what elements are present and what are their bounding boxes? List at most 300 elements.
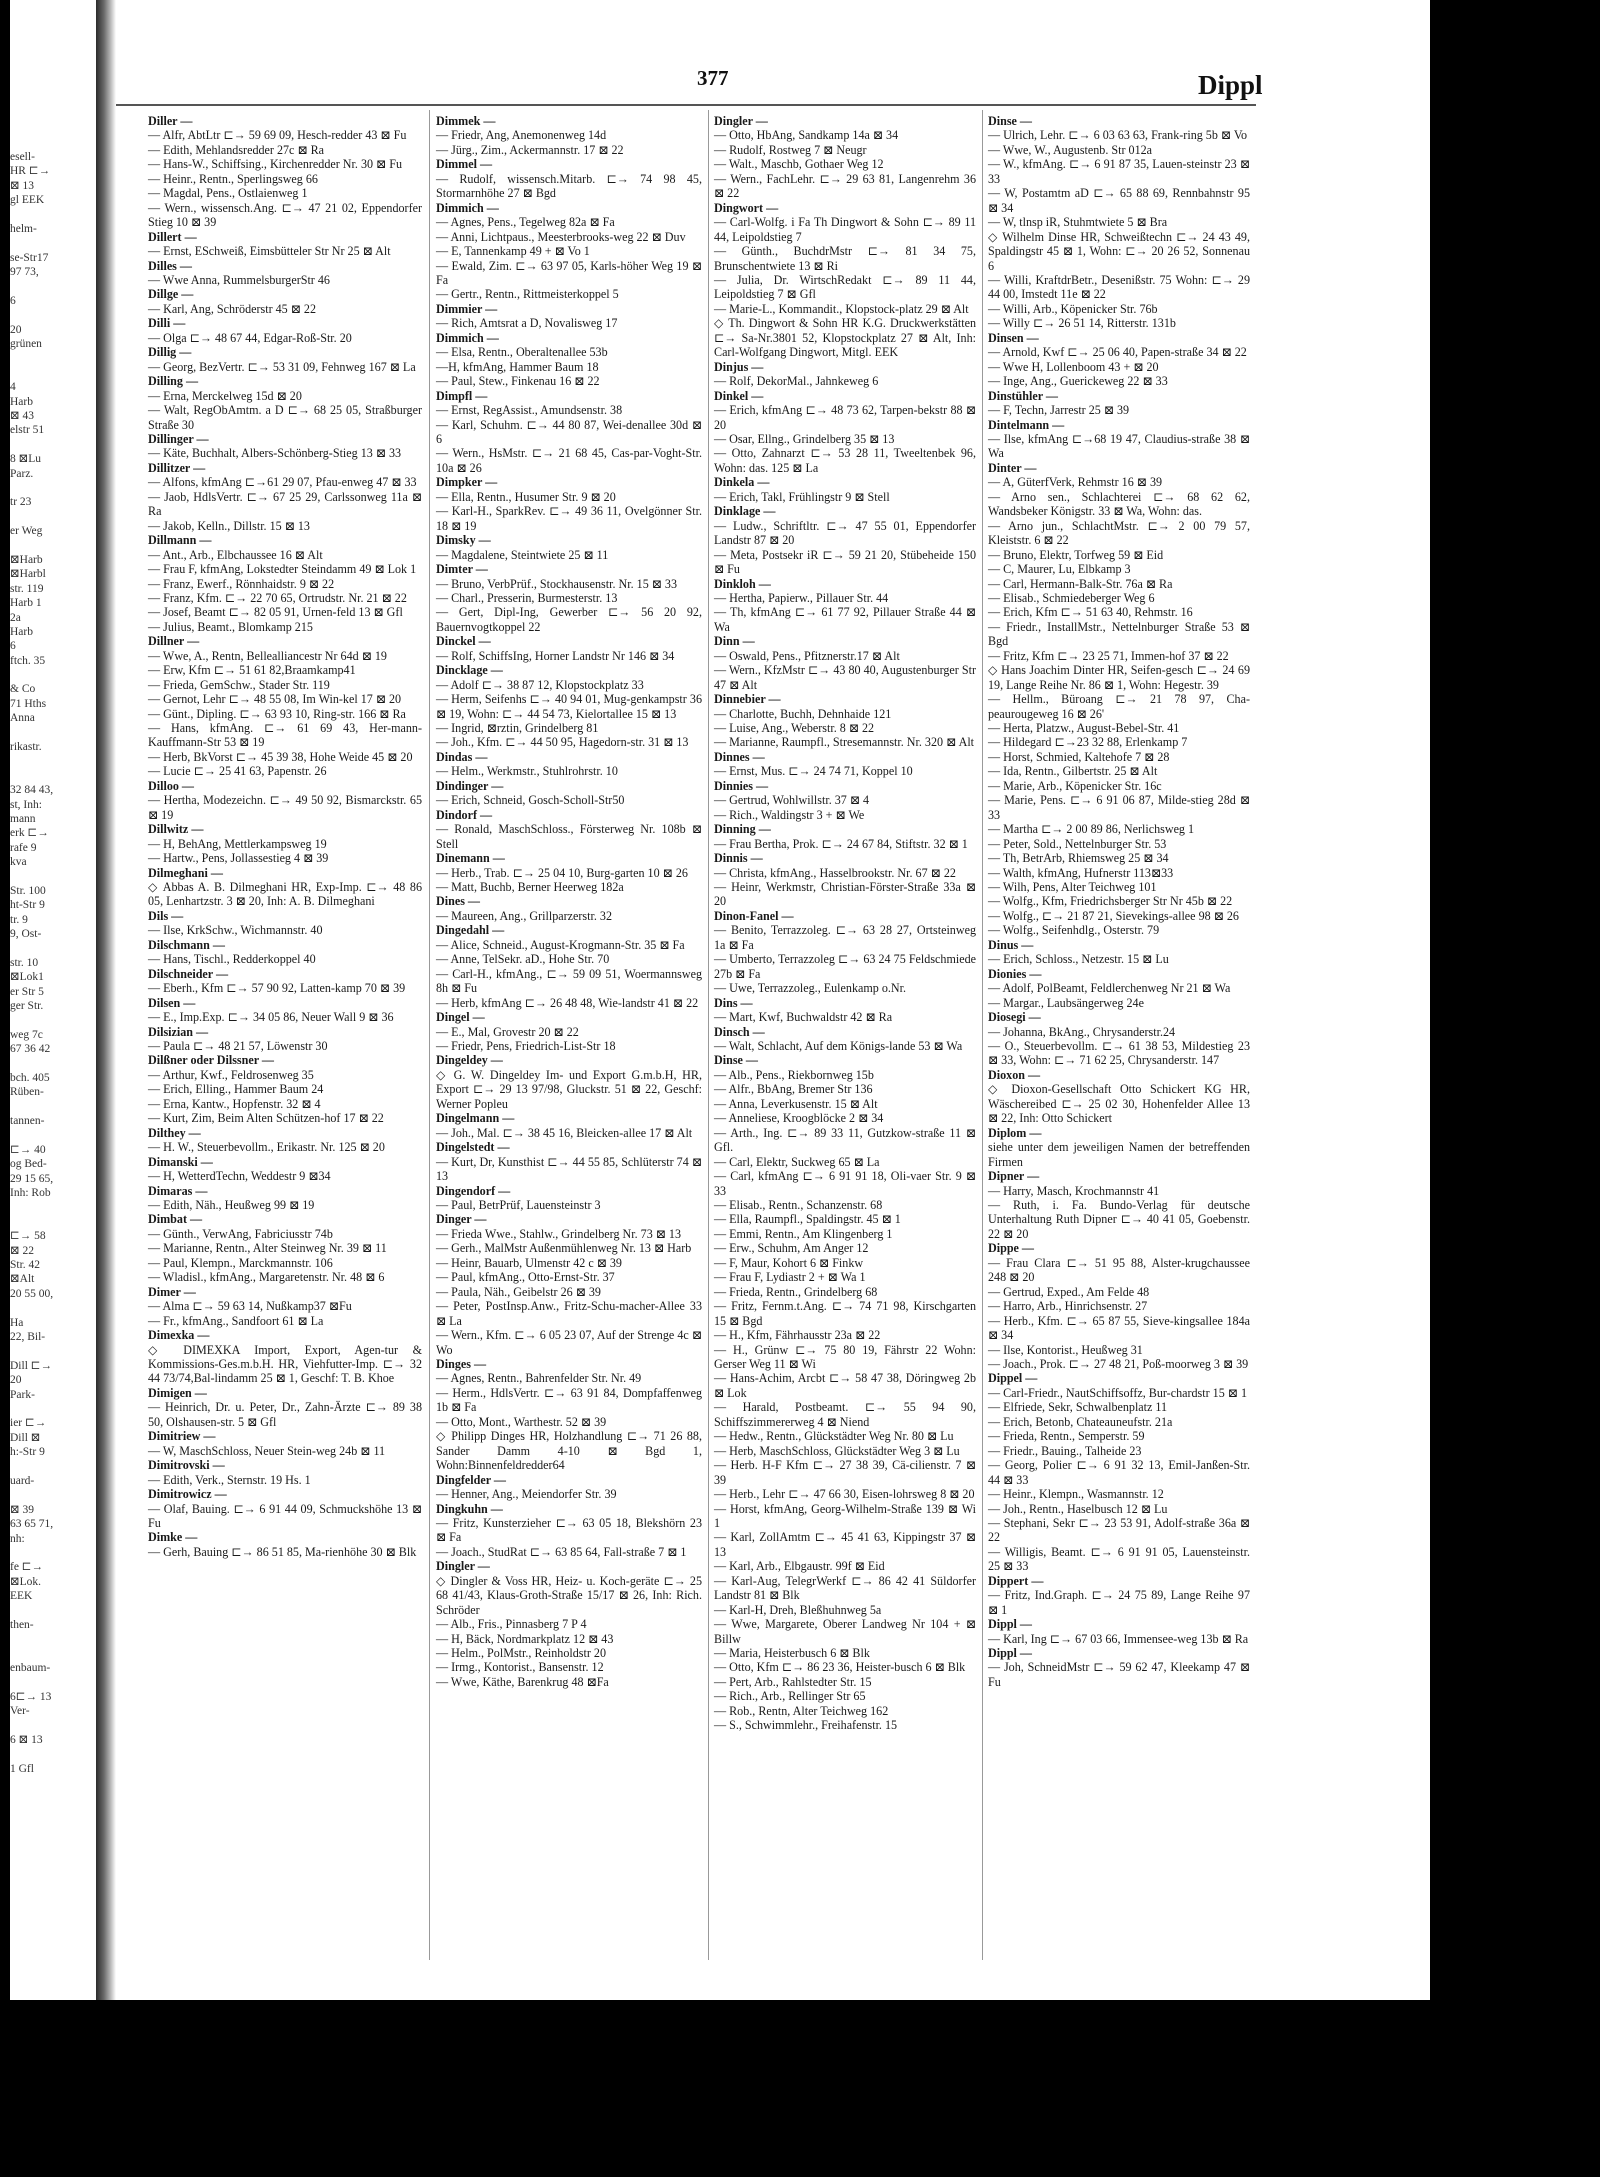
entry: — Ruth, i. Fa. Bundo-Verlag für deutsche Unterhaltung Ruth Dipner ⊏→ 40 41 05, Goebenstr. 22 ⊠ 20: [988, 1197, 1250, 1241]
surname-heading: Dinjus —: [714, 359, 764, 374]
fragment-line: Str. 100: [10, 884, 46, 897]
firm-entry: ◇ Dioxon-Gesellschaft Otto Schickert KG HR, Wäschereibed ⊏→ 25 02 30, Hohenfelder Allee 13 ⊠ 22, Inh: Otto Schickert: [988, 1082, 1250, 1126]
entry: — Gertrud, Exped., Am Felde 48: [988, 1284, 1150, 1299]
entry: — Margar., Laubsängerweg 24e: [988, 995, 1144, 1010]
surname-heading: Dimsky —: [436, 533, 491, 548]
fragment-line: Parz.: [10, 467, 34, 480]
surname-heading: Dilschneider —: [148, 966, 229, 981]
fragment-line: EEK: [10, 1590, 33, 1603]
surname-heading: Dines —: [436, 894, 481, 909]
entry: — Arth., Ing. ⊏→ 89 33 11, Gutzkow-straße 11 ⊠ Gfl.: [714, 1125, 976, 1155]
entry: — Alb., Pens., Riekbornweg 15b: [714, 1067, 874, 1082]
surname-heading: Dingel —: [436, 1010, 485, 1025]
entry: — Fritz, Ind.Graph. ⊏→ 24 75 89, Lange Reihe 97 ⊠ 1: [988, 1588, 1250, 1617]
fragment-line: enbaum-: [10, 1662, 51, 1675]
fragment-line: [10, 1719, 96, 1733]
entry: — Carl-Wolfg. i Fa Th Dingwort & Sohn ⊏→ 89 11 44, Leipoldstieg 7: [714, 215, 976, 244]
entry: — Walt, RegObAmtm. a D ⊏→ 68 25 05, Straßburger Straße 30: [148, 403, 422, 432]
entry: — Marianne, Raumpfl., Stresemannstr. Nr. 320 ⊠ Alt: [714, 735, 975, 750]
fragment-line: [10, 941, 96, 955]
entry: — Friedr., InstallMstr., Nettelnburger Straße 53 ⊠ Bgd: [988, 619, 1250, 649]
surname-heading: Dingelmann —: [436, 1111, 515, 1126]
fragment-line: esell-: [10, 151, 35, 163]
fragment-line: [10, 351, 96, 365]
entry: — W, tlnsp iR, Stuhmtwiete 5 ⊠ Bra: [988, 215, 1168, 230]
entry: — Agnes, Pens., Tegelweg 82a ⊠ Fa: [436, 215, 615, 230]
fragment-line: ⊠Harbl: [10, 568, 46, 581]
fragment-line: ht-Str 9: [10, 899, 45, 912]
entry: — Agnes, Rentn., Bahrenfelder Str. Nr. 49: [436, 1371, 642, 1386]
entry: — Peter, Sold., Nettelnburger Str. 53: [988, 836, 1167, 851]
entry: — Herta, Platzw., August-Bebel-Str. 41: [988, 721, 1180, 736]
entry: — Magdal, Pens., Ostlaienweg 1: [148, 186, 308, 201]
firm-entry: ◇ Dingler & Voss HR, Heiz- u. Koch-geräte ⊏→ 25 68 41/43, Klaus-Groth-Straße 15/17 ⊠ 26, Inh: Rich. Schröder: [436, 1573, 702, 1617]
fragment-line: mann: [10, 812, 36, 825]
surname-heading: Dinklage —: [714, 504, 776, 519]
fragment-line: rafe 9: [10, 841, 37, 854]
surname-heading: Dinges —: [436, 1356, 487, 1371]
surname-heading: Dippl —: [988, 1617, 1033, 1632]
entry: — Hildegard ⊏→23 32 88, Erlenkamp 7: [988, 735, 1188, 750]
fragment-line: erk ⊏→: [10, 827, 49, 840]
entry: — Erich, Takl, Frühlingstr 9 ⊠ Stell: [714, 489, 890, 504]
entry: — Otto, Mont., Warthestr. 52 ⊠ 39: [436, 1414, 607, 1429]
fragment-line: 20: [10, 323, 22, 336]
fragment-line: 29 15 65,: [10, 1172, 54, 1185]
surname-heading: Dinter —: [988, 460, 1037, 475]
entry: — A, GüterfVerk, Rehmstr 16 ⊠ 39: [988, 475, 1163, 490]
directory-column-3: [714, 114, 976, 1733]
surname-heading: Dinger —: [436, 1212, 487, 1227]
entry: — Erich, kfmAng ⊏→ 48 73 62, Tarpen-bekstr 88 ⊠ 20: [714, 403, 976, 432]
entry: — Herb, MaschSchloss, Glückstädter Weg 3 ⊠ Lu: [714, 1443, 960, 1458]
entry: — Lucie ⊏→ 25 41 63, Papenstr. 26: [148, 764, 327, 779]
surname-heading: Dinn —: [714, 634, 755, 649]
fragment-line: [10, 1215, 96, 1229]
fragment-line: [10, 366, 96, 380]
surname-heading: Dins —: [714, 995, 753, 1010]
scan-bottom-border: [0, 2000, 1600, 2177]
entry: — Maureen, Ang., Grillparzerstr. 32: [436, 908, 612, 923]
fragment-line: gl EEK: [10, 194, 45, 207]
surname-heading: Dimitrovski —: [148, 1458, 225, 1473]
surname-heading: Dingler —: [714, 114, 768, 128]
entry: — Jakob, Kelln., Dillstr. 15 ⊠ 13: [148, 518, 310, 533]
page-number: 377: [697, 66, 729, 90]
column-divider: [708, 110, 709, 1960]
fragment-line: ⊠ 39: [10, 1503, 35, 1516]
entry: — Elisab., Rentn., Schanzenstr. 68: [714, 1197, 883, 1212]
entry: — Anne, TelSekr. aD., Hohe Str. 70: [436, 952, 610, 967]
entry: — Wern., FachLehr. ⊏→ 29 63 81, Langenrehm 36 ⊠ 22: [714, 171, 976, 201]
entry: — Edith, Näh., Heußweg 99 ⊠ 19: [148, 1197, 315, 1212]
fragment-line: ⊠ 43: [10, 410, 35, 423]
surname-heading: Dilloo —: [148, 778, 195, 793]
directory-column-4: [988, 114, 1250, 1689]
entry: — Willigis, Beamt. ⊏→ 6 91 91 05, Lauensteinstr. 25 ⊠ 33: [988, 1544, 1250, 1574]
surname-heading: Dillner —: [148, 634, 200, 649]
fragment-line: [10, 208, 96, 222]
fragment-line: 6 ⊠ 13: [10, 1733, 43, 1746]
entry: — Fritz, Kfm ⊏→ 23 25 71, Immen-hof 37 ⊠ 22: [988, 648, 1229, 663]
entry: — S., Schwimmlehr., Freihafenstr. 15: [714, 1718, 898, 1733]
entry: — Ludw., Schriftltr. ⊏→ 47 55 01, Eppendorfer Landstr 87 ⊠ 20: [714, 518, 976, 548]
surname-heading: Dippert —: [988, 1573, 1044, 1588]
surname-heading: Dingelstedt —: [436, 1140, 510, 1155]
fragment-line: [10, 280, 96, 294]
entry: — Herm, Seifenhs ⊏→ 40 94 01, Mug-genkampstr 36 ⊠ 19, Wohn: ⊏→ 44 54 73, Kielortallee 15 ⊠ 13: [436, 692, 702, 721]
entry: — Wwe H, Lollenboom 43 + ⊠ 20: [988, 359, 1159, 374]
entry: — Jaob, HdlsVertr. ⊏→ 67 25 29, Carlssonweg 11a ⊠ Ra: [148, 489, 422, 519]
entry: — Frieda Wwe., Stahlw., Grindelberg Nr. 73 ⊠ 13: [436, 1226, 682, 1241]
entry: — Paula, Näh., Geibelstr 26 ⊠ 39: [436, 1284, 601, 1299]
fragment-line: Harb: [10, 625, 33, 638]
entry: — Wern., Kfm. ⊏→ 6 05 23 07, Auf der Strenge 4c ⊠ Wo: [436, 1328, 702, 1357]
fragment-line: Str. 42: [10, 1259, 41, 1272]
entry: — Th, BetrArb, Rhiemsweg 25 ⊠ 34: [988, 851, 1169, 866]
entry: — Erna, Kantw., Hopfenstr. 32 ⊠ 4: [148, 1096, 321, 1111]
fragment-line: [10, 1632, 96, 1646]
entry: — E, Tannenkamp 49 + ⊠ Vo 1: [436, 244, 590, 259]
entry: siehe unter dem jeweiligen Namen der betreffenden Firmen: [988, 1140, 1250, 1169]
surname-heading: Dinnebier —: [714, 692, 781, 707]
entry: — Oswald, Pens., Pfitznerstr.17 ⊠ Alt: [714, 648, 900, 663]
entry: — Karl, Arb., Elbgaustr. 99f ⊠ Eid: [714, 1559, 885, 1574]
entry: — Ewald, Zim. ⊏→ 63 97 05, Karls-höher Weg 19 ⊠ Fa: [436, 258, 702, 287]
scan-right-border: [1430, 0, 1600, 2000]
surname-heading: Dimter —: [436, 562, 488, 577]
entry: — Ilse, KrkSchw., Wichmannstr. 40: [148, 923, 323, 938]
entry: — W., kfmAng. ⊏→ 6 91 87 35, Lauen-steinstr 23 ⊠ 33: [988, 157, 1250, 186]
fragment-line: [10, 1488, 96, 1502]
surname-heading: Diplom —: [988, 1125, 1042, 1140]
entry: — Heinr., Rentn., Sperlingsweg 66: [148, 171, 318, 186]
entry: — Friedr, Pens, Friedrich-List-Str 18: [436, 1039, 616, 1053]
entry: — Günth., VerwAng, Fabriciusstr 74b: [148, 1226, 333, 1241]
entry: — Wwe, A., Rentn, Bellealliancestr Nr 64d ⊠ 19: [148, 648, 387, 663]
surname-heading: Dimexka —: [148, 1328, 210, 1343]
surname-heading: Dingwort —: [714, 200, 779, 215]
surname-heading: Dillmann —: [148, 533, 212, 548]
entry: — Charl., Presserin, Burmesterstr. 13: [436, 590, 618, 605]
fragment-line: str. 119: [10, 582, 44, 595]
surname-heading: Dillinger —: [148, 431, 209, 446]
entry: — Rob., Rentn, Alter Teichweg 162: [714, 1703, 889, 1718]
surname-heading: Dimpfl —: [436, 388, 488, 403]
fragment-line: ⊠Alt: [10, 1273, 35, 1286]
entry: — Peter, PostInsp.Anw., Fritz-Schu-macher-Allee 33 ⊠ La: [436, 1299, 702, 1328]
entry: — Fr., kfmAng., Sandfoort 61 ⊠ La: [148, 1313, 324, 1328]
surname-heading: Dinnes —: [714, 749, 765, 764]
entry: — Magdalene, Steintwiete 25 ⊠ 11: [436, 547, 609, 562]
entry: — Elsa, Rentn., Oberaltenallee 53b: [436, 345, 608, 360]
entry: — Alfons, kfmAng ⊏→61 29 07, Pfau-enweg 47 ⊠ 33: [148, 475, 417, 490]
fragment-line: ⊠Harb: [10, 553, 43, 566]
directory-column-1: [148, 114, 422, 1559]
entry: — H, Bäck, Nordmarkplatz 12 ⊠ 43: [436, 1631, 614, 1646]
entry: — Harald, Postbeamt. ⊏→ 55 94 90, Schiffszimmererweg 4 ⊠ Niend: [714, 1400, 976, 1429]
entry: — Joach., Prok. ⊏→ 27 48 21, Poß-moorweg 3 ⊠ 39: [988, 1356, 1249, 1371]
surname-heading: Dinstühler —: [988, 388, 1058, 403]
fragment-line: uard-: [10, 1474, 35, 1487]
entry: — Gerh., MalMstr Außenmühlenweg Nr. 13 ⊠ Harb: [436, 1241, 692, 1256]
surname-heading: Dingedahl —: [436, 923, 505, 938]
scan-left-edge: [0, 0, 10, 2000]
surname-heading: Dilsen —: [148, 995, 196, 1010]
fragment-line: [10, 1201, 96, 1215]
firm-entry: ◇ DIMEXKA Import, Export, Agen-tur & Kommissions-Ges.m.b.H. HR, Viehfutter-Imp. ⊏→ 32 44 73/74,Bal-lindamm 25 ⊠ 1, Geschf: T. B. Khoe: [148, 1342, 422, 1386]
firm-entry: ◇ G. W. Dingeldey Im- und Export G.m.b.H, HR, Export ⊏→ 29 13 97/98, Gluckstr. 51 ⊠ 22, Geschf: Werner Popleu: [436, 1067, 702, 1111]
fragment-line: ier ⊏→: [10, 1417, 47, 1430]
entry: — Elisab., Schmiedeberger Weg 6: [988, 590, 1155, 605]
surname-heading: Dingfelder —: [436, 1472, 506, 1487]
firm-entry: ◇ Wilhelm Dinse HR, Schweißtechn ⊏→ 24 43 49, Spaldingstr 45 ⊠ 1, Wohn: ⊏→ 20 26 52, Sonnenau 6: [988, 229, 1250, 273]
surname-heading: Dingkuhn —: [436, 1501, 503, 1516]
fragment-line: ⊠Lok1: [10, 971, 44, 984]
entry: — Anneliese, Kroogblöcke 2 ⊠ 34: [714, 1111, 884, 1126]
entry: — Rich., Arb., Rellinger Str 65: [714, 1689, 866, 1704]
entry: — Georg, BezVertr. ⊏→ 53 31 09, Fehnweg 167 ⊠ La: [148, 359, 416, 374]
entry: — Franz, Kfm. ⊏→ 22 70 65, Ortrudstr. Nr. 21 ⊠ 22: [148, 590, 407, 605]
entry: — Hellm., Büroang ⊏→ 21 78 97, Cha-peaurougeweg 16 ⊠ 26': [988, 692, 1250, 721]
entry: — Frau F, kfmAng, Lokstedter Steindamm 49 ⊠ Lok 1: [148, 562, 417, 577]
entry: — Christa, kfmAng., Hasselbrookstr. Nr. 67 ⊠ 22: [714, 865, 956, 880]
entry: — E., Imp.Exp. ⊏→ 34 05 86, Neuer Wall 9 ⊠ 36: [148, 1010, 394, 1025]
fragment-line: [10, 1100, 96, 1114]
entry: — Martha ⊏→ 2 00 89 86, Nerlichsweg 1: [988, 822, 1195, 837]
fragment-line: [10, 539, 96, 553]
fragment-line: [10, 726, 96, 740]
entry: — Wern., KfzMstr ⊏→ 43 80 40, Augustenburger Str 47 ⊠ Alt: [714, 663, 976, 692]
entry: — Karl-H., SparkRev. ⊏→ 49 36 11, Ovelgönner Str. 18 ⊠ 19: [436, 504, 702, 533]
entry: — H, BehAng, Mettlerkampsweg 19: [148, 836, 327, 851]
surname-heading: Dimpker —: [436, 475, 498, 490]
surname-heading: Dimitrowicz —: [148, 1487, 227, 1502]
entry: — Joh, SchneidMstr ⊏→ 59 62 47, Kleekamp 47 ⊠ Fu: [988, 1660, 1250, 1689]
entry: — Adolf ⊏→ 38 87 12, Klopstockplatz 33: [436, 677, 644, 692]
entry: — Paul, kfmAng., Otto-Ernst-Str. 37: [436, 1270, 615, 1285]
surname-heading: Dimke —: [148, 1530, 198, 1545]
surname-heading: Dinkel —: [714, 388, 764, 403]
entry: — Ulrich, Lehr. ⊏→ 6 03 63 63, Frank-ring 5b ⊠ Vo: [988, 128, 1248, 143]
surname-heading: Dinckel —: [436, 634, 491, 649]
entry: — Gert, Dipl-Ing, Gewerber ⊏→ 56 20 92, Bauernvogtkoppel 22: [436, 605, 702, 634]
entry: — Anna, Leverkusenstr. 15 ⊠ Alt: [714, 1096, 878, 1111]
entry: — Willi, KraftdrBetr., Desenißstr. 75 Wohn: ⊏→ 29 44 00, Imstedt 11e ⊠ 22: [988, 272, 1250, 302]
fragment-line: rikastr.: [10, 741, 42, 754]
entry: — Marie-L., Kommandit., Klopstock-platz 29 ⊠ Alt: [714, 301, 969, 316]
entry: — Herm., HdlsVertr. ⊏→ 63 91 84, Dompfaffenweg 1b ⊠ Fa: [436, 1385, 702, 1415]
entry: — Joh., Mal. ⊏→ 38 45 16, Bleicken-allee 17 ⊠ Alt: [436, 1125, 693, 1140]
entry: — Joach., StudRat ⊏→ 63 85 64, Fall-straße 7 ⊠ 1: [436, 1544, 687, 1559]
fragment-line: 22, Bil-: [10, 1331, 46, 1344]
surname-heading: Dilmeghani —: [148, 865, 223, 880]
surname-heading: Dilli —: [148, 316, 186, 331]
entry: — Olaf, Bauing. ⊏→ 6 91 44 09, Schmuckshöhe 13 ⊠ Fu: [148, 1501, 422, 1530]
entry: — Herb., Lehr ⊏→ 47 66 30, Eisen-lohrsweg 8 ⊠ 20: [714, 1487, 975, 1502]
entry: — Marianne, Rentn., Alter Steinweg Nr. 39 ⊠ 11: [148, 1241, 387, 1256]
entry: — Adolf, PolBeamt, Feldlerchenweg Nr 21 ⊠ Wa: [988, 981, 1231, 996]
surname-heading: Dinnis —: [714, 851, 763, 866]
entry: — Arno sen., Schlachterei ⊏→ 68 62 62, Wandsbeker Königstr. 33 ⊠ Wa, Wohn: das.: [988, 489, 1250, 519]
entry: — Otto, HbAng, Sandkamp 14a ⊠ 34: [714, 128, 899, 143]
column-divider: [429, 110, 430, 1960]
fragment-line: st, Inh:: [10, 798, 42, 811]
entry: — Otto, Kfm ⊏→ 86 23 36, Heister-busch 6 ⊠ Blk: [714, 1660, 966, 1675]
fragment-line: 6: [10, 294, 16, 307]
entry: — Osar, Ellng., Grindelberg 35 ⊠ 13: [714, 431, 895, 446]
fragment-line: [10, 1057, 96, 1071]
entry: — Ernst, Mus. ⊏→ 24 74 71, Koppel 10: [714, 764, 913, 779]
surname-heading: Dimitriew —: [148, 1429, 216, 1444]
entry: — Arno jun., SchlachtMstr. ⊏→ 2 00 79 57, Kleiststr. 6 ⊠ 22: [988, 518, 1250, 548]
entry: —H, kfmAng, Hammer Baum 18: [436, 359, 599, 374]
directory-column-2: [436, 114, 702, 1689]
entry: — Wwe, Margarete, Oberer Landweg Nr 104 + ⊠ Billw: [714, 1617, 976, 1646]
surname-heading: Dinsch —: [714, 1024, 765, 1039]
entry: — Alma ⊏→ 59 63 14, Nußkamp37 ⊠Fu: [148, 1299, 352, 1314]
entry: — Frau Bertha, Prok. ⊏→ 24 67 84, Stiftstr. 32 ⊠ 1: [714, 836, 968, 851]
surname-heading: Dinsen —: [988, 330, 1039, 345]
entry: — Pert, Arb., Rahlstedter Str. 15: [714, 1674, 872, 1689]
fragment-line: elstr 51: [10, 424, 45, 437]
entry: — W, MaschSchloss, Neuer Stein-weg 24b ⊠ 11: [148, 1443, 386, 1458]
fragment-line: Dill ⊠: [10, 1431, 41, 1444]
entry: — Wwe, W., Augustenb. Str 012a: [988, 142, 1153, 157]
entry: — Erich, Schneid, Gosch-Scholl-Str50: [436, 793, 625, 808]
entry: — Mart, Kwf, Buchwaldstr 42 ⊠ Ra: [714, 1010, 893, 1025]
entry: — Carl, Elektr, Suckweg 65 ⊠ La: [714, 1154, 880, 1169]
book-gutter: [96, 0, 116, 2000]
surname-heading: Dinse —: [714, 1053, 759, 1068]
surname-heading: Dimmich —: [436, 200, 499, 215]
entry: — Olga ⊏→ 48 67 44, Edgar-Roß-Str. 20: [148, 330, 352, 345]
entry: — Alfr., BbAng, Bremer Str 136: [714, 1082, 873, 1097]
entry: — Hedw., Rentn., Glückstädter Weg Nr. 80 ⊠ Lu: [714, 1429, 954, 1444]
fragment-line: [10, 769, 96, 783]
fragment-line: str. 10: [10, 956, 39, 969]
entry: — Hans-Achim, Arcbt ⊏→ 58 47 38, Döringweg 2b ⊠ Lok: [714, 1371, 976, 1400]
entry: — Ant., Arb., Elbchaussee 16 ⊠ Alt: [148, 547, 323, 562]
entry: — Erich, Elling., Hammer Baum 24: [148, 1082, 324, 1097]
entry: — Rudolf, wissensch.Mitarb. ⊏→ 74 98 45, Stormarnhöhe 27 ⊠ Bgd: [436, 171, 702, 201]
fragment-line: 63 65 71,: [10, 1518, 54, 1531]
surname-heading: Dincklage —: [436, 663, 503, 678]
fragment-line: h:-Str 9: [10, 1446, 45, 1459]
surname-heading: Dilthey —: [148, 1125, 201, 1140]
surname-heading: Dinkela —: [714, 475, 770, 490]
surname-heading: Diller —: [148, 114, 193, 128]
entry: — Kurt, Dr, Kunsthist ⊏→ 44 55 85, Schlüterstr 74 ⊠ 13: [436, 1154, 702, 1184]
surname-heading: Dingendorf —: [436, 1183, 511, 1198]
fragment-line: og Bed-: [10, 1158, 47, 1171]
entry: — Ernst, RegAssist., Amundsenstr. 38: [436, 403, 623, 418]
fragment-line: bch. 405: [10, 1072, 50, 1084]
surname-heading: Dillitzer —: [148, 460, 206, 475]
entry: — Stephani, Sekr ⊏→ 23 53 91, Adolf-straße 36a ⊠ 22: [988, 1515, 1250, 1545]
entry: — Harry, Masch, Krochmannstr 41: [988, 1183, 1160, 1198]
entry: — Ingrid, ⊠rztin, Grindelberg 81: [436, 721, 599, 736]
fragment-line: grünen: [10, 338, 42, 351]
fragment-line: [10, 1129, 96, 1143]
surname-heading: Dingler —: [436, 1559, 490, 1574]
surname-heading: Dimmich —: [436, 330, 499, 345]
entry: — E., Mal, Grovestr 20 ⊠ 22: [436, 1024, 579, 1039]
entry: — Rolf, DekorMal., Jahnkeweg 6: [714, 374, 879, 389]
entry: — Erw, Kfm ⊏→ 51 61 82,Braamkamp41: [148, 663, 356, 678]
fragment-line: ger Str.: [10, 1000, 44, 1013]
fragment-line: [10, 1747, 96, 1761]
fragment-line: [10, 1013, 96, 1027]
fragment-line: 6: [10, 640, 16, 653]
entry: — Rich, Amtsrat a D, Novalisweg 17: [436, 316, 618, 331]
entry: — Jürg., Zim., Ackermannstr. 17 ⊠ 22: [436, 142, 624, 157]
entry: — Herb. H-F Kfm ⊏→ 27 38 39, Cä-cilienstr. 7 ⊠ 39: [714, 1458, 976, 1487]
entry: — Herb., Trab. ⊏→ 25 04 10, Burg-garten 10 ⊠ 26: [436, 865, 688, 880]
fragment-line: ftch. 35: [10, 654, 46, 667]
entry: — Franz, Ewerf., Rönnhaidstr. 9 ⊠ 22: [148, 576, 335, 591]
entry: — Willy ⊏→ 26 51 14, Ritterstr. 131b: [988, 316, 1176, 331]
entry: — Wwe, Käthe, Barenkrug 48 ⊠Fa: [436, 1674, 609, 1689]
fragment-line: [10, 1460, 96, 1474]
entry: — Heinr, Werkmstr, Christian-Förster-Straße 33a ⊠ 20: [714, 880, 976, 909]
entry: — Paul, Klempn., Marckmannstr. 106: [148, 1255, 333, 1270]
fragment-line: 1 Gfl: [10, 1762, 34, 1775]
entry: — Helm., PolMstr., Reinholdstr 20: [436, 1646, 606, 1661]
entry: — Hans-W., Schiffsing., Kirchenredder Nr. 30 ⊠ Fu: [148, 157, 402, 172]
entry: — Fritz, Fernm.t.Ang. ⊏→ 74 71 98, Kirschgarten 15 ⊠ Bgd: [714, 1299, 976, 1328]
fragment-line: [10, 1603, 96, 1617]
fragment-line: 20: [10, 1374, 22, 1387]
entry: — Karl-H, Dreh, Bleßhuhnweg 5a: [714, 1602, 882, 1617]
entry: — Luise, Ang., Weberstr. 8 ⊠ 22: [714, 721, 875, 736]
entry: — Karl, Ang, Schröderstr 45 ⊠ 22: [148, 301, 317, 316]
entry: — Anni, Lichtpaus., Meesterbrooks-weg 22 ⊠ Duv: [436, 229, 686, 244]
fragment-line: [10, 1675, 96, 1689]
entry: — Inge, Ang., Guerickeweg 22 ⊠ 33: [988, 374, 1168, 389]
entry: — Uwe, Terrazzoleg., Eulenkamp o.Nr.: [714, 981, 907, 996]
fragment-line: tr. 9: [10, 913, 28, 926]
fragment-line: [10, 481, 96, 495]
entry: — Heinr., Klempn., Wasmannstr. 12: [988, 1487, 1164, 1502]
surname-heading: Dinemann —: [436, 851, 505, 866]
entry: — Marie, Pens. ⊏→ 6 91 06 87, Milde-stieg 28d ⊠ 33: [988, 793, 1250, 822]
entry: — Edith, Mehlandsredder 27c ⊠ Ra: [148, 142, 325, 157]
running-header-word: Dippl: [1198, 70, 1263, 100]
entry: — Carl-Friedr., NautSchiffsoffz, Bur-chardstr 15 ⊠ 1: [988, 1385, 1247, 1400]
entry: — Heinrich, Dr. u. Peter, Dr., Zahn-Ärzte ⊏→ 89 38 50, Olshausen-str. 5 ⊠ Gfl: [148, 1400, 422, 1429]
fragment-line: nh:: [10, 1532, 25, 1545]
fragment-line: Park-: [10, 1388, 35, 1401]
entry: — Irmg., Kontorist., Bansenstr. 12: [436, 1660, 604, 1675]
entry: — Karl-Aug, TelegrWerkf ⊏→ 86 42 41 Süldorfer Landstr 81 ⊠ Blk: [714, 1573, 976, 1603]
entry: — Gertr., Rentn., Rittmeisterkoppel 5: [436, 287, 619, 302]
surname-heading: Dimmel —: [436, 157, 493, 172]
surname-heading: Dimaras —: [148, 1183, 208, 1198]
entry: — Heinr, Bauarb, Ulmenstr 42 c ⊠ 39: [436, 1255, 622, 1270]
entry: — Carl, Hermann-Balk-Str. 76a ⊠ Ra: [988, 576, 1173, 591]
entry: — Erw., Schuhm, Am Anger 12: [714, 1241, 869, 1256]
entry: — Friedr, Ang, Anemonenweg 14d: [436, 128, 607, 143]
fragment-line: er Weg: [10, 525, 43, 538]
entry: — Wladisl., kfmAng., Margaretenstr. Nr. 48 ⊠ 6: [148, 1270, 385, 1285]
surname-heading: Dionies —: [988, 966, 1042, 981]
fragment-line: 67 36 42: [10, 1043, 51, 1056]
entry: — Maria, Heisterbusch 6 ⊠ Blk: [714, 1646, 870, 1661]
entry: — Eberh., Kfm ⊏→ 57 90 92, Latten-kamp 70 ⊠ 39: [148, 981, 406, 996]
entry: — Ida, Rentn., Gilbertstr. 25 ⊠ Alt: [988, 764, 1158, 779]
entry: — Marie, Arb., Köpenicker Str. 16c: [988, 778, 1162, 793]
